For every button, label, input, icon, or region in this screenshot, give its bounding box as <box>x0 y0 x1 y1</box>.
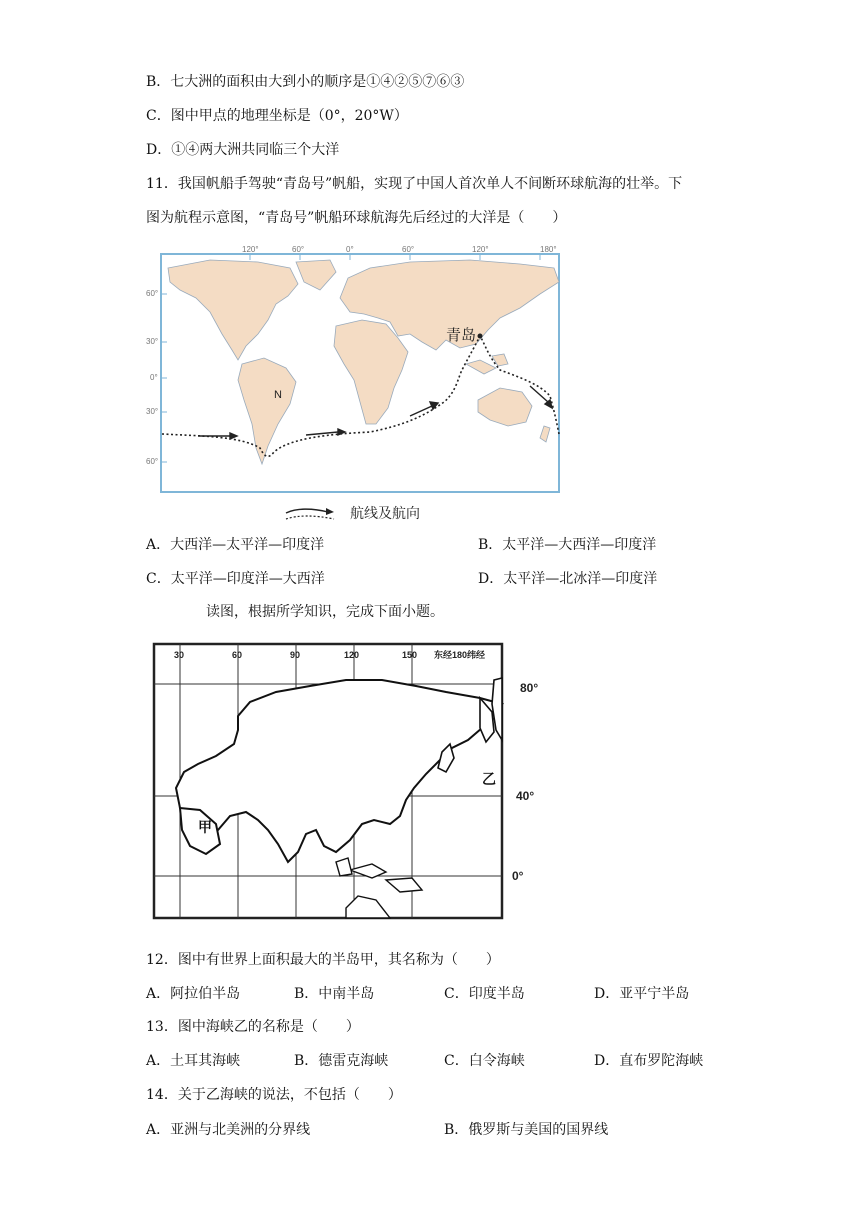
q12-option-b: B．中南半岛 <box>294 986 375 1002</box>
map-lat-label: 60° <box>146 457 159 466</box>
asia-lat-label: 80° <box>520 681 539 695</box>
asia-lat-labels <box>512 681 538 883</box>
q10-option-b: B．七大洲的面积由大到小的顺序是①④②⑤⑦⑥③ <box>146 74 465 90</box>
q11-option-d: D．太平洋—北冰洋—印度洋 <box>478 571 658 587</box>
q14-stem: 14．关于乙海峡的说法，不包括（ ） <box>146 1087 402 1103</box>
q11-option-a: A．大西洋—太平洋—印度洋 <box>146 537 325 553</box>
q11-stem-line2: 图为航程示意图，“青岛号”帆船环球航海先后经过的大洋是（ ） <box>146 210 567 226</box>
point-n-label: N <box>274 389 282 401</box>
legend-arrow-line <box>286 509 328 513</box>
asia-lat-label: 40° <box>516 789 535 803</box>
map-lon-label: 60° <box>292 245 305 254</box>
asia-lon-label: 30 <box>174 650 185 660</box>
q13-option-c: C．白令海峡 <box>444 1053 525 1069</box>
q11-stem-line1: 11．我国帆船手驾驶“青岛号”帆船，实现了中国人首次单人不间断环球航海的壮举。下 <box>146 176 683 192</box>
q12-option-c: C．印度半岛 <box>444 986 525 1002</box>
asia-map-svg <box>150 640 550 922</box>
map-legend <box>286 505 420 521</box>
legend-arrow-head <box>326 508 334 515</box>
asia-lon-label: 150 <box>402 650 418 660</box>
map-lat-label: 30° <box>146 337 159 346</box>
qingdao-marker <box>478 334 483 339</box>
asia-lon-label: 东经180纬经 <box>434 650 486 660</box>
q12-stem: 12．图中有世界上面积最大的半岛甲，其名称为（ ） <box>146 952 500 968</box>
q14-option-a: A．亚洲与北美洲的分界线 <box>146 1122 311 1138</box>
q11-option-c: C．太平洋—印度洋—大西洋 <box>146 571 325 587</box>
asia-lon-label: 120 <box>344 650 360 660</box>
asia-lon-label: 90 <box>290 650 301 660</box>
q12-option-a: A．阿拉伯半岛 <box>146 986 241 1002</box>
map-lon-label: 120° <box>472 245 489 254</box>
map-lat-label: 60° <box>146 289 159 298</box>
asia-lon-label: 60 <box>232 650 243 660</box>
label-jia: 甲 <box>198 819 212 835</box>
map-lon-label: 120° <box>242 245 259 254</box>
q13-option-d: D．直布罗陀海峡 <box>594 1053 704 1069</box>
q10-option-c: C．图中甲点的地理坐标是（0°，20°W） <box>146 108 408 124</box>
legend-label: 航线及航向 <box>350 505 420 521</box>
map-lon-label: 0° <box>346 245 354 254</box>
q14-option-b: B．俄罗斯与美国的国界线 <box>444 1122 609 1138</box>
reading-intro: 读图，根据所学知识，完成下面小题。 <box>206 604 444 620</box>
map-lon-label: 180° <box>540 245 557 254</box>
q13-option-a: A．土耳其海峡 <box>146 1053 241 1069</box>
asia-lat-label: 0° <box>512 869 524 883</box>
qingdao-label: 青岛 <box>446 327 477 344</box>
map-lon-label: 60° <box>402 245 415 254</box>
map-lat-label: 30° <box>146 407 159 416</box>
world-route-map-svg <box>140 238 580 526</box>
legend-dash-line <box>286 516 334 519</box>
q13-option-b: B．德雷克海峡 <box>294 1053 389 1069</box>
world-route-map <box>140 238 580 526</box>
map-lat-label: 0° <box>150 373 158 382</box>
q12-option-d: D．亚平宁半岛 <box>594 986 690 1002</box>
asia-map <box>150 640 550 922</box>
q11-option-b: B．太平洋—大西洋—印度洋 <box>478 537 657 553</box>
label-yi: 乙 <box>482 771 496 787</box>
q13-stem: 13．图中海峡乙的名称是（ ） <box>146 1019 360 1035</box>
q10-option-d: D．①④两大洲共同临三个大洋 <box>146 142 340 158</box>
